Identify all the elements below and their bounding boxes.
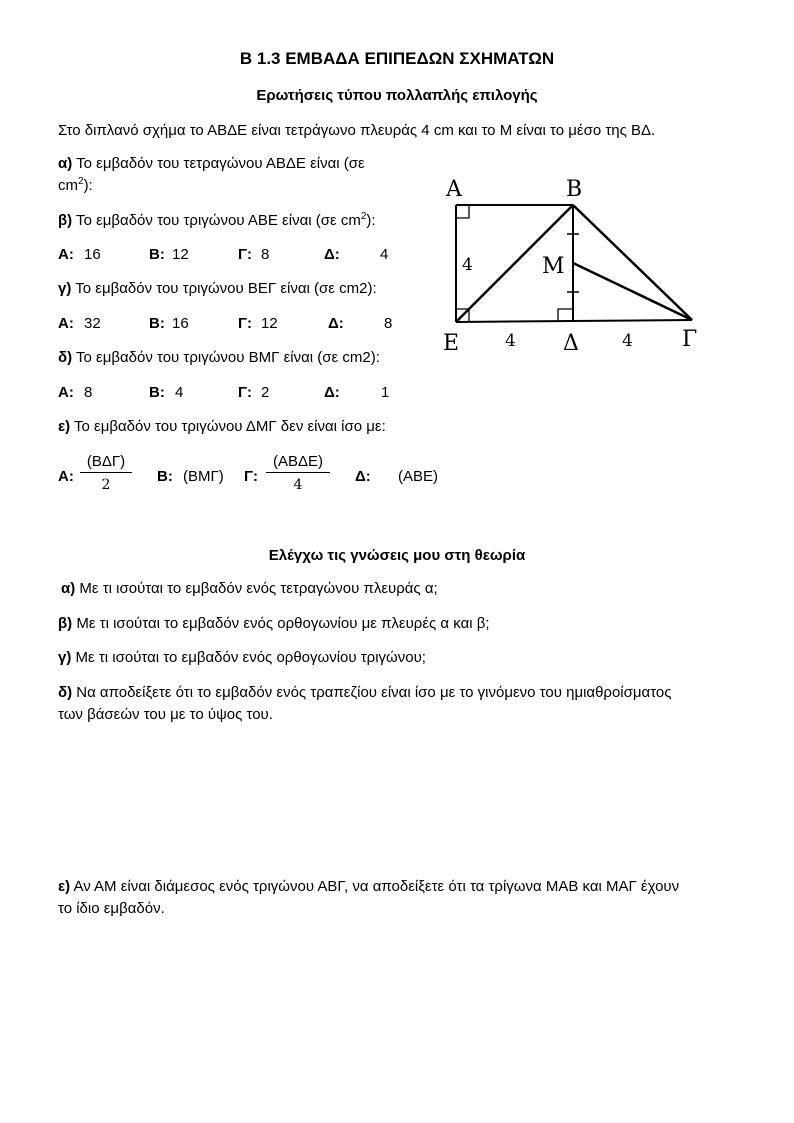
option-letter: Γ: (238, 315, 253, 332)
fraction-denominator: 2 (101, 477, 111, 493)
length-label-ae: 4 (462, 255, 473, 275)
option-b-value: 12 (172, 246, 189, 263)
option-letter: Β: (149, 384, 165, 401)
option-a (58, 384, 74, 401)
length-label-dg: 4 (622, 331, 633, 351)
question-label: α) (58, 155, 73, 172)
option-c (238, 384, 252, 401)
question-text: ): (366, 212, 376, 229)
option-d-value: (ΑΒΕ) (398, 468, 439, 485)
option-c-value: 8 (261, 246, 270, 263)
question-text: Με τι ισούται το εμβαδόν ενός ορθογωνίου τριγώνου; (71, 649, 426, 666)
theory-question-e (58, 878, 679, 895)
question-text: Το εμβαδόν του τετραγώνου ΑΒΔΕ είναι (σε (72, 155, 365, 172)
option-b-value: 4 (175, 384, 184, 401)
option-letter: Α: (58, 468, 74, 485)
option-b-value: (ΒΜΓ) (183, 468, 224, 485)
option-letter: Γ: (238, 246, 253, 263)
theory-question-c (58, 649, 426, 666)
option-letter: Α: (58, 384, 74, 401)
option-letter: Α: (58, 246, 74, 263)
superscript: 2 (360, 211, 367, 222)
question-a-line2 (58, 176, 93, 194)
fraction-numerator: (ΒΔΓ) (86, 453, 126, 470)
question-label: β) (58, 212, 73, 229)
right-angle-mark-a (456, 205, 469, 218)
option-b (157, 468, 173, 485)
option-letter: Δ: (324, 384, 340, 401)
question-text: Να αποδείξετε ότι το εμβαδόν ενός τραπεζίου είναι ίσο με το γινόμενο του ημιαθροίσματος (72, 684, 672, 701)
segment-bg (573, 205, 692, 320)
option-a (58, 246, 74, 263)
fraction-denominator: 4 (293, 477, 303, 493)
option-d-value: 4 (380, 246, 389, 263)
question-text: Το εμβαδόν του τριγώνου ΒΜΓ είναι (σε cm2): (72, 349, 380, 366)
option-a-value: 8 (84, 384, 93, 401)
question-a (58, 155, 365, 172)
option-letter: Δ: (355, 468, 371, 485)
question-b (58, 211, 376, 229)
option-letter: Γ: (238, 384, 253, 401)
option-c (238, 246, 252, 263)
option-c-value: 12 (261, 315, 278, 332)
option-a (58, 468, 74, 485)
question-text: Το εμβαδόν του τριγώνου ΑΒΕ είναι (σε cm (72, 212, 361, 229)
option-d (328, 315, 344, 332)
question-label: ε) (58, 878, 71, 895)
segment-mg (573, 263, 692, 320)
question-text: Με τι ισούται το εμβαδόν ενός ορθογωνίου με πλευρές α και β; (72, 615, 490, 632)
option-letter: Α: (58, 315, 74, 332)
geometry-figure (430, 170, 720, 360)
vertex-label-g: Γ (682, 327, 698, 352)
vertex-label-e: E (443, 331, 460, 356)
question-label: α) (61, 580, 76, 597)
vertex-label-d: Δ (563, 331, 579, 356)
option-letter: Γ: (244, 468, 259, 485)
intro-text: Στο διπλανό σχήμα το ΑΒΔΕ είναι τετράγωνο πλευράς 4 cm και το Μ είναι το μέσο της ΒΔ. (58, 122, 656, 139)
option-b (149, 246, 165, 263)
theory-question-d-line2: των βάσεών του με το ύψος του. (58, 706, 273, 723)
option-c (244, 468, 258, 485)
question-c (58, 280, 377, 297)
option-d-value: 8 (384, 315, 393, 332)
option-letter: Δ: (328, 315, 344, 332)
theory-question-e-line2: το ίδιο εμβαδόν. (58, 900, 165, 917)
section-theory-title: Ελέγχω τις γνώσεις μου στη θεωρία (268, 547, 526, 564)
option-c (238, 315, 252, 332)
option-d-value: 1 (381, 384, 390, 401)
question-text: Αν ΑΜ είναι διάμεσος ενός τριγώνου ΑΒΓ, να αποδείξετε ότι τα τρίγωνα ΜΑΒ και ΜΑΓ έχουν (70, 878, 680, 895)
option-a-value: 16 (84, 246, 101, 263)
option-letter: Δ: (324, 246, 340, 263)
question-label: γ) (58, 280, 72, 297)
theory-question-d (58, 684, 672, 701)
vertex-label-a: A (446, 177, 462, 202)
option-a (58, 315, 74, 332)
option-a-value: 32 (84, 315, 101, 332)
option-c-value: 2 (261, 384, 270, 401)
theory-question-b (58, 615, 490, 632)
option-b (149, 315, 165, 332)
unit-text: cm (58, 177, 78, 194)
question-label: δ) (58, 684, 73, 701)
theory-question-a (61, 580, 438, 597)
question-label: δ) (58, 349, 73, 366)
superscript: 2 (78, 176, 84, 187)
question-label: γ) (58, 649, 72, 666)
option-letter: Β: (149, 246, 165, 263)
section-multiple-choice-title: Ερωτήσεις τύπου πολλαπλής επιλογής (256, 87, 538, 104)
fraction-c (266, 453, 330, 493)
option-letter: Β: (149, 315, 165, 332)
option-d (324, 246, 340, 263)
option-b-value: 16 (172, 315, 189, 332)
fraction-a (80, 453, 132, 493)
vertex-label-m: M (542, 254, 565, 279)
option-b (149, 384, 165, 401)
vertex-label-b: B (566, 177, 583, 202)
question-text: ): (83, 177, 93, 194)
option-d (355, 468, 371, 485)
question-text: Το εμβαδόν του τριγώνου ΒΕΓ είναι (σε cm2): (71, 280, 377, 297)
question-text: Το εμβαδόν του τριγώνου ΔΜΓ δεν είναι ίσο με: (70, 418, 386, 435)
question-label: ε) (58, 418, 71, 435)
question-e (58, 418, 386, 435)
option-letter: Β: (157, 468, 173, 485)
option-d (324, 384, 340, 401)
fraction-numerator: (ΑΒΔΕ) (272, 453, 324, 470)
page-title: Β 1.3 ΕΜΒΑΔΑ ΕΠΙΠΕΔΩΝ ΣΧΗΜΑΤΩΝ (239, 49, 555, 68)
length-label-ed: 4 (505, 331, 516, 351)
question-d (58, 349, 380, 366)
question-text: Με τι ισούται το εμβαδόν ενός τετραγώνου πλευράς α; (75, 580, 438, 597)
question-label: β) (58, 615, 73, 632)
